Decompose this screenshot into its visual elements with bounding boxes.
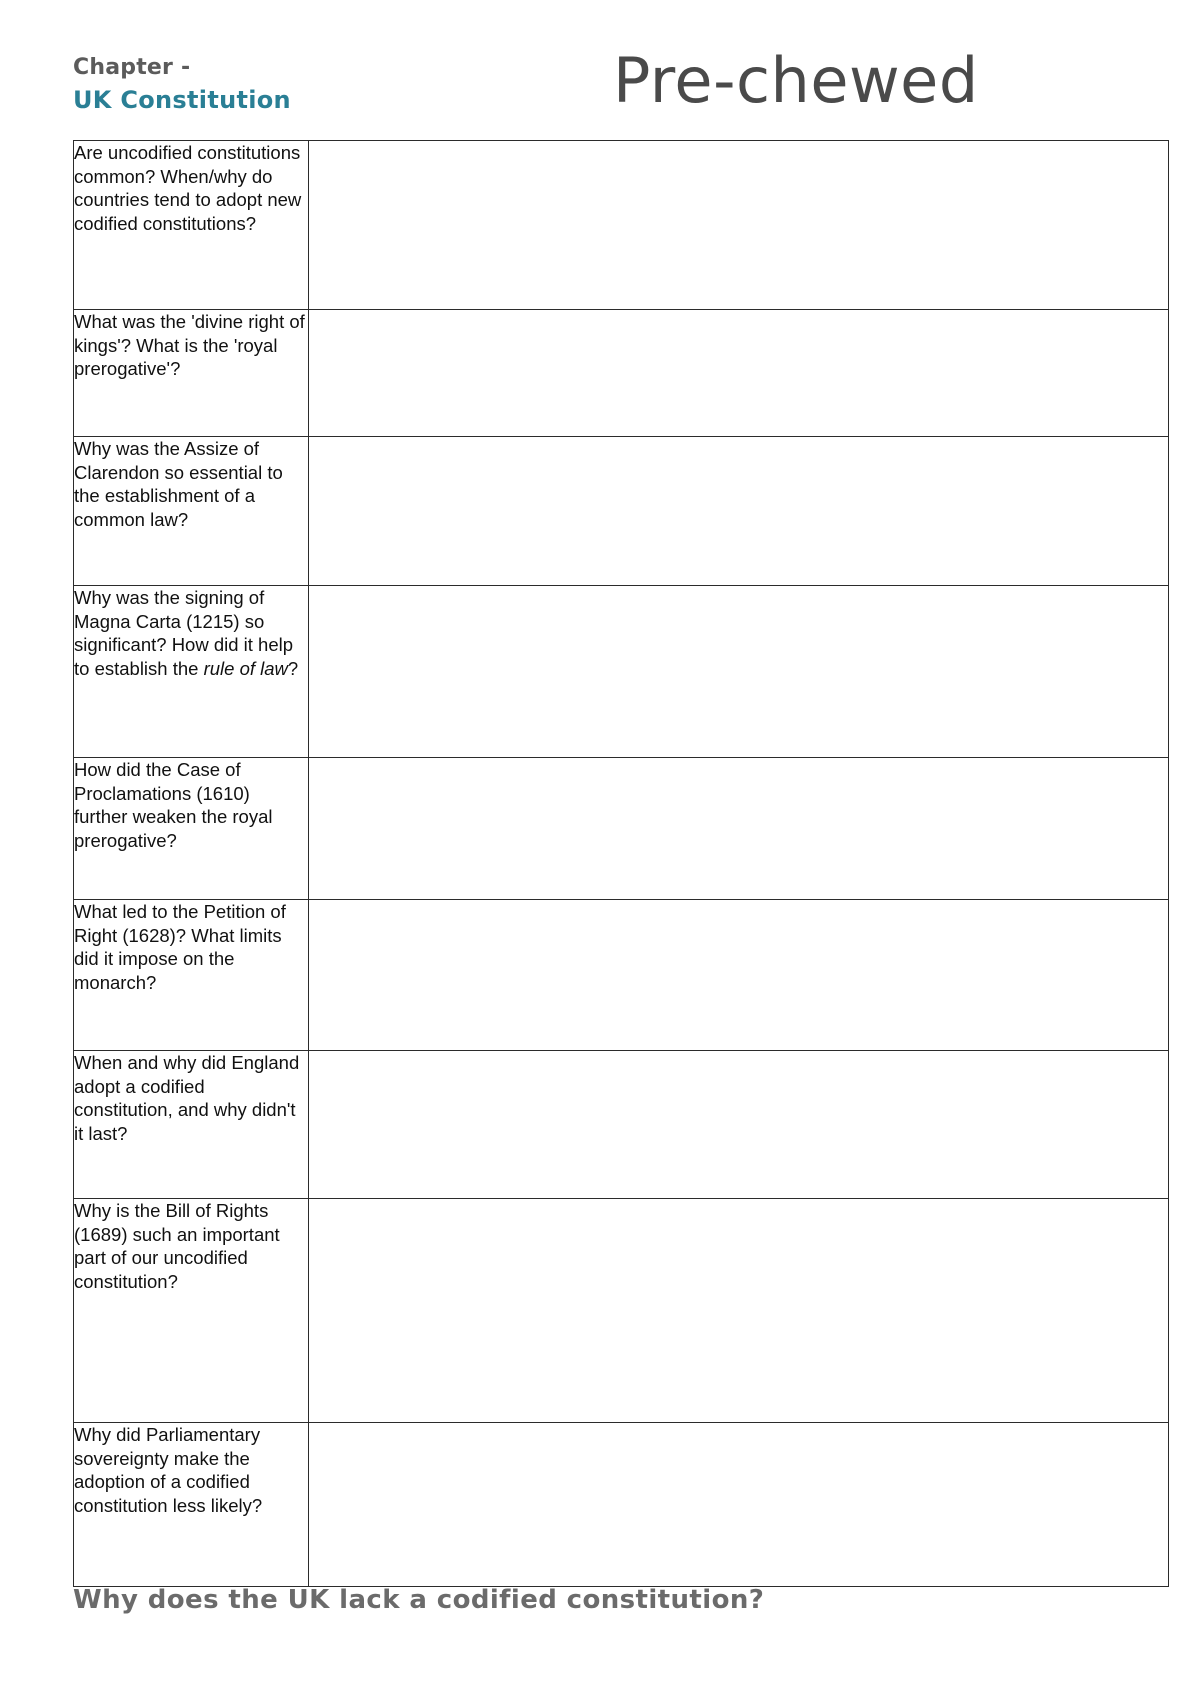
- question-text-emphasis: rule of law: [203, 657, 288, 679]
- page-title: Pre-chewed: [613, 44, 979, 117]
- question-cell: When and why did England adopt a codified constitution, and why didn't it last?: [74, 1051, 309, 1199]
- answer-cell[interactable]: [309, 758, 1169, 900]
- question-cell: Are uncodified constitutions common? When/why do countries tend to adopt new codified constitutions?: [74, 141, 309, 310]
- table-row: [74, 141, 1169, 310]
- answer-cell[interactable]: [309, 141, 1169, 310]
- chapter-label: Chapter -: [73, 55, 191, 80]
- question-text-end: ?: [287, 657, 299, 679]
- question-cell: Why did Parliamentary sovereignty make the adoption of a codified constitution less likely?: [74, 1423, 309, 1587]
- answer-cell[interactable]: [309, 1051, 1169, 1199]
- question-text: Why was the signing of Magna Carta (1215) so significant? How did it help to establish the: [74, 587, 294, 679]
- question-cell: What led to the Petition of Right (1628)? What limits did it impose on the monarch?: [74, 900, 309, 1051]
- question-cell: [74, 586, 309, 758]
- question-cell: What was the 'divine right of kings'? What is the 'royal prerogative'?: [74, 310, 309, 437]
- answer-cell[interactable]: [309, 900, 1169, 1051]
- table-row: [74, 900, 1169, 1051]
- table-row: [74, 758, 1169, 900]
- table-row: [74, 310, 1169, 437]
- answer-cell[interactable]: [309, 586, 1169, 758]
- chapter-title: UK Constitution: [73, 86, 291, 114]
- table-row: [74, 586, 1169, 758]
- footer-question: Why does the UK lack a codified constitution?: [73, 1585, 765, 1615]
- question-cell: How did the Case of Proclamations (1610) further weaken the royal prerogative?: [74, 758, 309, 900]
- answer-cell[interactable]: [309, 1199, 1169, 1423]
- table-row: [74, 1199, 1169, 1423]
- table-row: [74, 437, 1169, 586]
- question-cell: Why is the Bill of Rights (1689) such an important part of our uncodified constitution?: [74, 1199, 309, 1423]
- answer-cell[interactable]: [309, 437, 1169, 586]
- question-table: [73, 140, 1169, 1587]
- question-cell: Why was the Assize of Clarendon so essential to the establishment of a common law?: [74, 437, 309, 586]
- answer-cell[interactable]: [309, 1423, 1169, 1587]
- table-row: [74, 1423, 1169, 1587]
- table-row: [74, 1051, 1169, 1199]
- answer-cell[interactable]: [309, 310, 1169, 437]
